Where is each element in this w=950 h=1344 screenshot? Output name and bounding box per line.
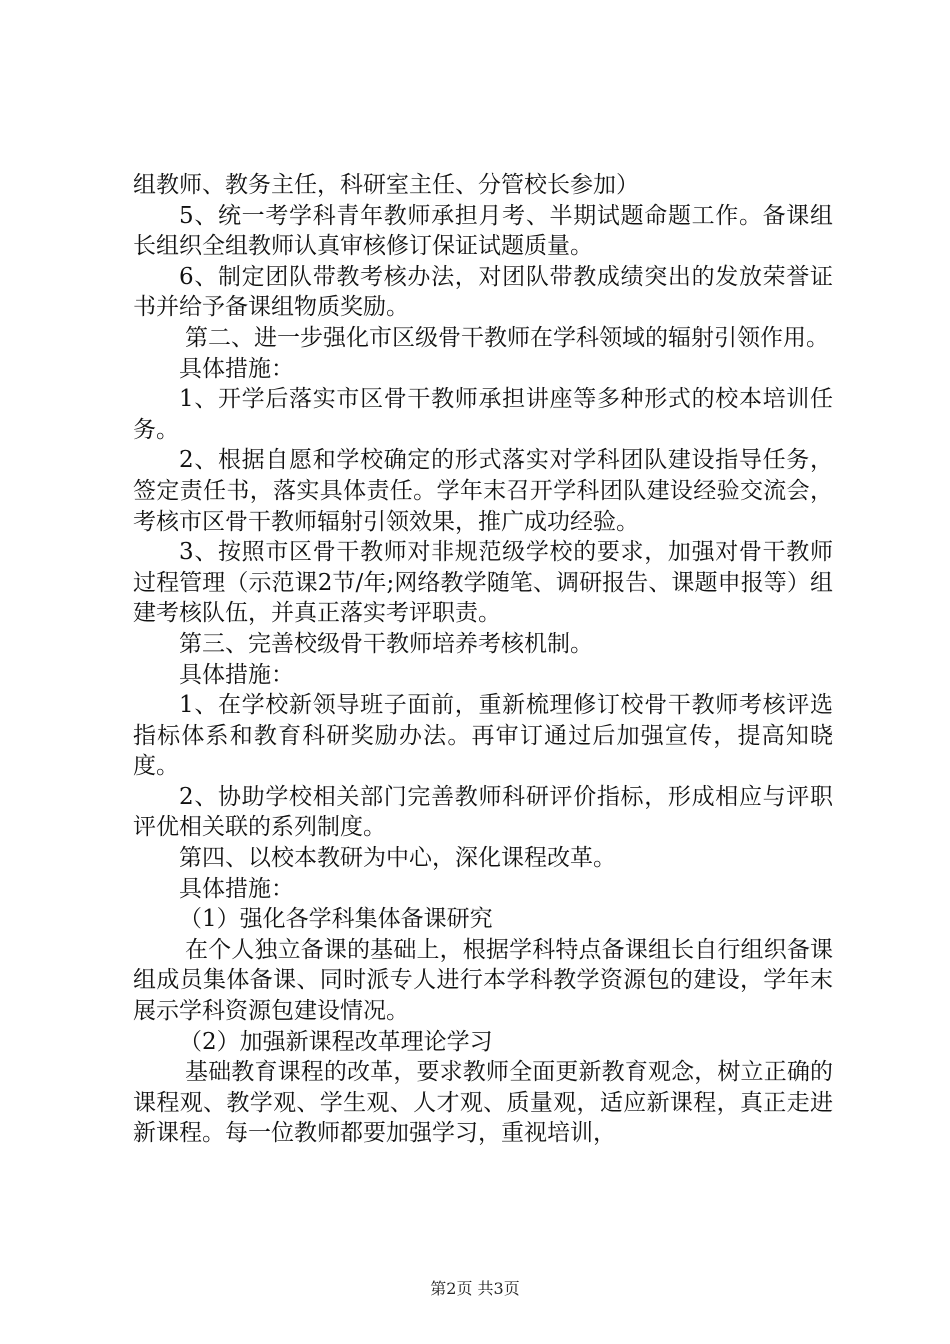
paragraph: 6、制定团队带教考核办法，对团队带教成绩突出的发放荣誉证书并给予备课组物质奖励。	[133, 263, 833, 321]
section-heading: 第二、进一步强化市区级骨干教师在学科领域的辐射引领作用。	[185, 324, 829, 351]
paragraph: 具体措施：	[179, 355, 294, 382]
section-heading: 第三、完善校级骨干教师培养考核机制。	[179, 630, 593, 657]
paragraph: 具体措施：	[179, 661, 294, 688]
paragraph: 在个人独立备课的基础上，根据学科特点备课组长自行组织备课组成员集体备课、同时派专人进行本学科教学资源包的建设，学年末展示学科资源包建设情况。	[133, 936, 833, 1025]
paragraph: 具体措施：	[179, 875, 294, 902]
page-number: 第2页 共3页	[430, 1279, 520, 1298]
paragraph: 5、统一考学科青年教师承担月考、半期试题命题工作。备课组长组织全组教师认真审核修订保证试题质量。	[133, 202, 833, 260]
paragraph: 1、在学校新领导班子面前，重新梳理修订校骨干教师考核评选指标体系和教育科研奖励办法。再审订通过后加强宣传，提高知晓度。	[133, 692, 833, 780]
paragraph: 3、按照市区骨干教师对非规范级学校的要求，加强对骨干教师过程管理（示范课2节/年;网络教学随笔、调研报告、课题申报等）组建考核队伍，并真正落实考评职责。	[133, 539, 833, 627]
paragraph: 1、开学后落实市区骨干教师承担讲座等多种形式的校本培训任务。	[133, 386, 833, 443]
body-text	[133, 170, 833, 1149]
paragraph: 基础教育课程的改革，要求教师全面更新教育观念，树立正确的课程观、教学观、学生观、人才观、质量观，适应新课程，真正走进新课程。每一位教师都要加强学习，重视培训，	[133, 1059, 833, 1147]
paragraph: 2、协助学校相关部门完善教师科研评价指标，形成相应与评职评优相关联的系列制度。	[133, 783, 833, 841]
paragraph: 2、根据自愿和学校确定的形式落实对学科团队建设指导任务，签定责任书，落实具体责任。学年末召开学科团队建设经验交流会，考核市区骨干教师辐射引领效果，推广成功经验。	[133, 447, 833, 535]
section-heading: 第四、以校本教研为中心，深化课程改革。	[179, 845, 616, 872]
sub-heading: （2）加强新课程改革理论学习	[179, 1028, 493, 1055]
paragraph: 组教师、教务主任，科研室主任、分管校长参加）	[133, 172, 639, 198]
sub-heading: （1）强化各学科集体备课研究	[179, 906, 493, 933]
